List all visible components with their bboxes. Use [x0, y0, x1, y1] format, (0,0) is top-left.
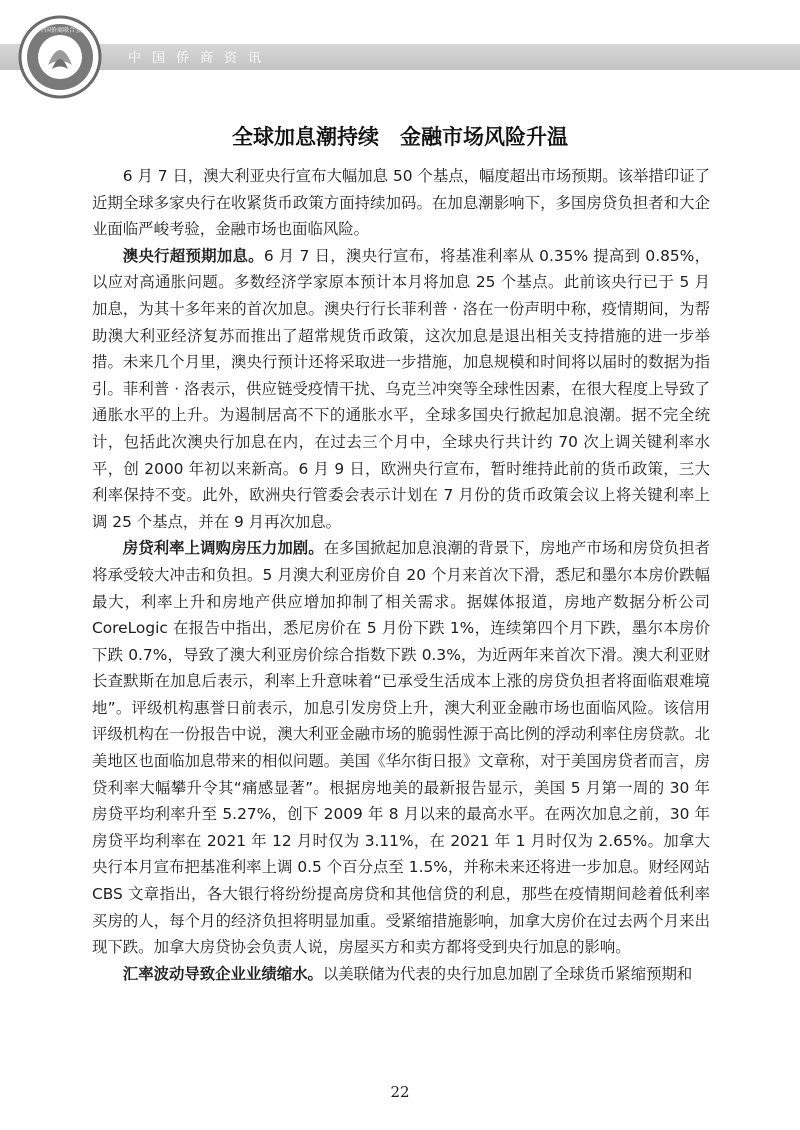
paragraph-text: 在多国掀起加息浪潮的背景下，房地产市场和房贷负担者将承受较大冲击和负担。5 月澳大利亚房价自 20 个月来首次下滑，悉尼和墨尔本房价跌幅最大，利率上升和房地产供应增加抑制了相关需求。据媒体报道，房地产数据分析公司 CoreLogic 在报告中指出，悉尼房价在 5 月份下跌 1%，连续第四个月下跌，墨尔本房价下跌 0.7%，导致了澳大利亚房价综合指数下跌 0.3%，为近两年来首次下滑。澳大利亚财长查默斯在加息后表示，利率上升意味着“已承受生活成本上涨的房贷负担者将面临艰难境地”。评级机构惠誉日前表示，加息引发房贷上升，澳大利亚金融市场也面临风险。该信用评级机构在一份报告中说，澳大利亚金融市场的脆弱性源于高比例的浮动利率住房贷款。北美地区也面临加息带来的相似问题。美国《华尔街日报》文章称，对于美国房贷者而言，房贷利率大幅攀升令其“痛感显著”。根据房地美的最新报告显示，美国 5 月第一周的 30 年房贷平均利率升至 5.27%，创下 2009 年 8 月以来的最高水平。在两次加息之前，30 年房贷平均利率在 2021 年 12 月时仅为 3.11%，在 2021 年 1 月时仅为 2.65%。加拿大央行本月宣布把基准利率上调 0.5 个百分点至 1.5%，并称未来还将进一步加息。财经网站 CBS 文章指出，各大银行将纷纷提高房贷和其他信贷的利息，那些在疫情期间趁着低利率买房的人，每个月的经济负担将明显加重。受紧缩措施影响，加拿大房价在过去两个月来出现下跌。加拿大房贷协会负责人说，房屋买方和卖方都将受到央行加息的影响。: [92, 539, 710, 957]
paragraph-australia: [92, 243, 710, 536]
paragraph-mortgage: [92, 535, 710, 961]
logo-emblem-icon: [18, 15, 102, 99]
logo-text: 中国侨商联合会: [38, 27, 82, 34]
paragraph-intro: [92, 163, 710, 243]
page-number: 22: [390, 1083, 410, 1101]
paragraph-lead: 房贷利率上调购房压力加剧。: [122, 539, 324, 558]
paragraph-exchange-rate: [92, 961, 710, 988]
paragraph-text: 6 月 7 日，澳大利亚央行宣布大幅加息 50 个基点，幅度超出市场预期。该举措印证了近期全球多家央行在收紧货币政策方面持续加码。在加息潮影响下，多国房贷负担者和大企业面临严峻考验，金融市场也面临风险。: [92, 167, 710, 239]
article-body: [92, 163, 710, 987]
article-title: 全球加息潮持续 金融市场风险升温: [232, 125, 568, 149]
header-title: 中国侨商资讯: [128, 51, 273, 66]
paragraph-text: 以美联储为代表的央行加息加剧了全球货币紧缩预期和: [322, 964, 693, 983]
paragraph-text: 6 月 7 日，澳央行宣布，将基准利率从 0.35% 提高到 0.85%，以应对高通胀问题。多数经济学家原本预计本月将加息 25 个基点。此前该央行已于 5 月加息，为其十多年来的首次加息。澳央行行长菲利普 · 洛在一份声明中称，疫情期间，为帮助澳大利亚经济复苏而推出了超常规货币政策，这次加息是退出相关支持措施的进一步举措。未来几个月里，澳央行预计还将采取进一步措施，加息规模和时间将以届时的数据为指引。菲利普 · 洛表示，供应链受疫情干扰、乌克兰冲突等全球性因素，在很大程度上导致了通胀水平的上升。为遏制居高不下的通胀水平，全球多国央行掀起加息浪潮。据不完全统计，包括此次澳央行加息在内，在过去三个月中，全球央行共计约 70 次上调关键利率水平，创 2000 年初以来新高。6 月 9 日，欧洲央行宣布，暂时维持此前的货币政策，三大利率保持不变。此外，欧洲央行管委会表示计划在 7 月份的货币政策会议上将关键利率上调 25 个基点，并在 9 月再次加息。: [92, 246, 710, 531]
paragraph-lead: 澳央行超预期加息。: [122, 246, 264, 265]
header-band: [0, 44, 800, 70]
paragraph-lead: 汇率波动导致企业业绩缩水。: [122, 964, 323, 983]
